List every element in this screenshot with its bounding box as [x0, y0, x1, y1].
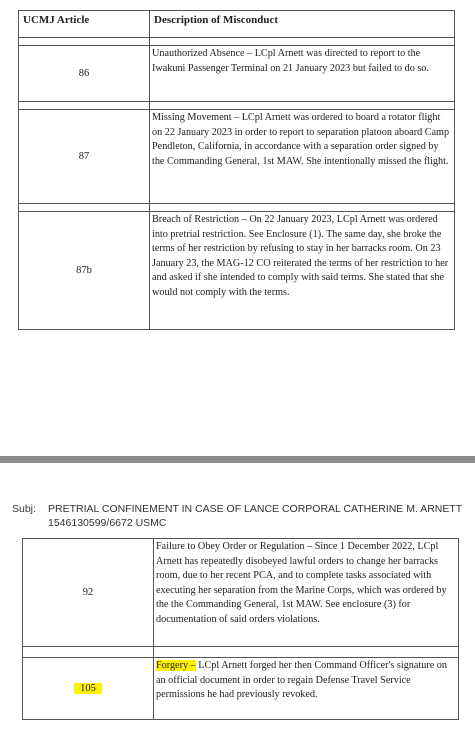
- table-spacer: [23, 647, 459, 658]
- misconduct-description-cell: [154, 658, 459, 720]
- article-number: 86: [19, 46, 150, 102]
- table-spacer: [19, 102, 455, 110]
- highlighted-offense-title: Forgery –: [156, 660, 196, 671]
- article-number: 87: [19, 110, 150, 204]
- misconduct-description: Breach of Restriction – On 22 January 2023, LCpl Arnett was ordered into pretrial restriction. See Enclosure (1). The same day, she broke the terms of her restriction by refusing to stay in her barracks room. On 23 January 23, the MAG-12 CO reiterated the terms of her restriction to her and asked if she intended to comply with said terms. She stated that she would not comply with the terms.: [150, 212, 455, 330]
- misconduct-description: LCpl Arnett forged her then Command Officer's signature on an official document in order to regain Defense Travel Service permissions he had previously revoked.: [156, 660, 447, 701]
- page-break-divider: [0, 456, 475, 463]
- misconduct-description: Failure to Obey Order or Regulation – Since 1 December 2022, LCpl Arnett has repeatedly disobeyed lawful orders to change her barracks room, due to her recent PCA, and to complete tasks associated with executing her separation from the Marine Corps, which was ordered by the the Commanding General, 1st MAW. See enclosure (3) for documentation of said orders violations.: [154, 539, 459, 647]
- table-row: [23, 539, 459, 647]
- table-row: [19, 110, 455, 204]
- misconduct-description: Missing Movement – LCpl Arnett was ordered to board a rotator flight on 22 January 2023 in order to report to separation platoon aboard Camp Pendleton, California, in accordance with a separation order signed by the Commanding General, 1st MAW. She intentionally missed the flight.: [150, 110, 455, 204]
- table-spacer: [19, 38, 455, 46]
- header-description: Description of Misconduct: [150, 11, 455, 38]
- subject-label: Subj:: [12, 503, 36, 515]
- article-number: 87b: [19, 212, 150, 330]
- misconduct-table-page2: [22, 538, 459, 720]
- table-spacer: [19, 204, 455, 212]
- table-row: [19, 212, 455, 330]
- article-number: 92: [23, 539, 154, 647]
- misconduct-description: Unauthorized Absence – LCpl Arnett was directed to report to the Iwakuni Passenger Terminal on 21 January 2023 but failed to do so.: [150, 46, 455, 102]
- subject-text: PRETRIAL CONFINEMENT IN CASE OF LANCE CORPORAL CATHERINE M. ARNETT 1546130599/6672 USMC: [48, 503, 463, 529]
- highlighted-article-number: 105: [74, 683, 102, 694]
- table-row: [23, 658, 459, 720]
- header-ucmj-article: UCMJ Article: [19, 11, 150, 38]
- article-number-cell: [23, 658, 154, 720]
- table-header-row: [19, 11, 455, 38]
- table-row: [19, 46, 455, 102]
- misconduct-table-page1: [18, 10, 455, 330]
